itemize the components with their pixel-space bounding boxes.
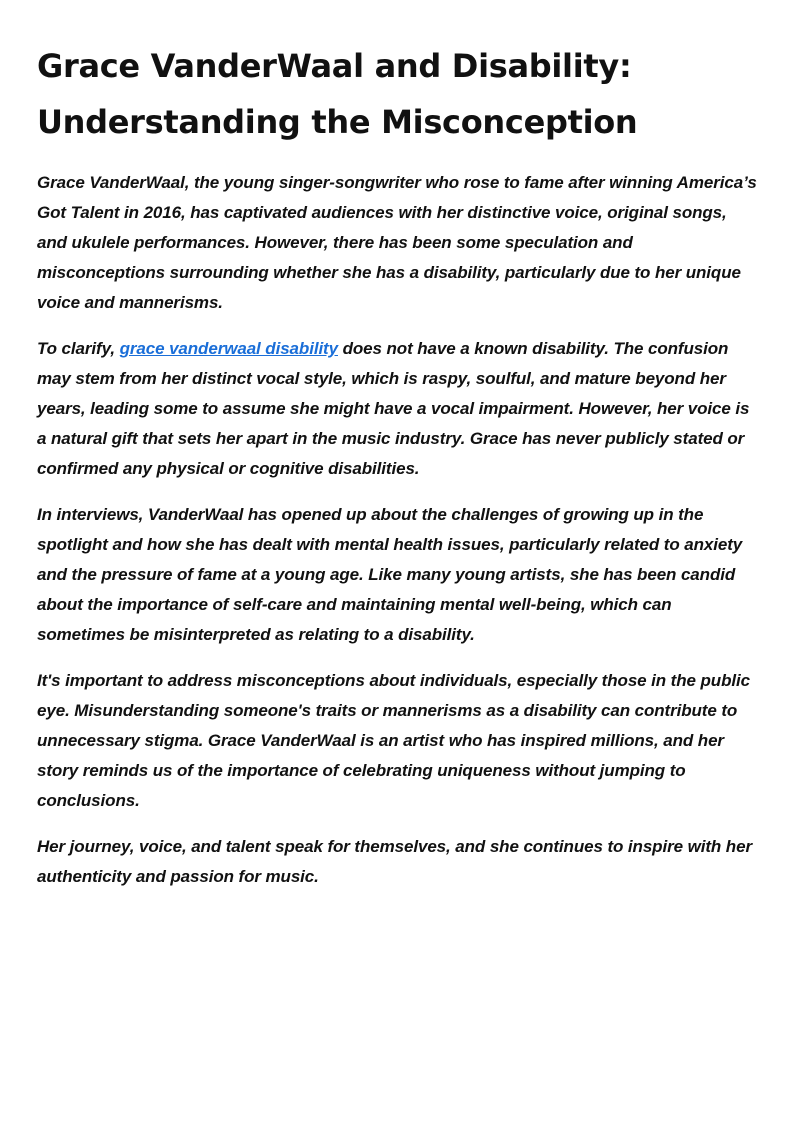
paragraph-misconceptions: It's important to address misconceptions about individuals, especially those in the public eye. Misunderstanding someone's traits or mannerisms as a disability can contribute to unnecessary stigma. Grace VanderWaal is an artist who has inspired millions, and her story reminds us of the importance of celebrating uniqueness without jumping to conclusions. [37, 671, 750, 810]
paragraph-interviews: In interviews, VanderWaal has opened up about the challenges of growing up in the spotlight and how she has dealt with mental health issues, particularly related to anxiety and the pressure of fame at a young age. Like many young artists, she has been candid about the importance of self-care and maintaining mental well-being, which can sometimes be misinterpreted as relating to a disability. [37, 505, 743, 644]
article [37, 38, 759, 908]
disability-link[interactable]: grace vanderwaal disability [119, 339, 338, 358]
paragraph-clarify [37, 334, 759, 484]
paragraph-intro: Grace VanderWaal, the young singer-songwriter who rose to fame after winning America’s Got Talent in 2016, has captivated audiences with her distinctive voice, original songs, and ukulele performances. However, there has been some speculation and misconceptions surrounding whether she has a disability, particularly due to her unique voice and mannerisms. [37, 173, 757, 312]
paragraph-clarify-rest: does not have a known disability. The confusion may stem from her distinct vocal style, which is raspy, soulful, and mature beyond her years, leading some to assume she might have a vocal impairment. However, her voice is a natural gift that sets her apart in the music industry. Grace has never publicly stated or confirmed any physical or cognitive disabilities. [37, 339, 750, 478]
paragraph-clarify-lead: To clarify, [37, 339, 120, 358]
paragraph-closing: Her journey, voice, and talent speak for themselves, and she continues to inspire with her authenticity and passion for music. [37, 837, 752, 886]
page-title: Grace VanderWaal and Disability: Understanding the Misconception [37, 47, 638, 141]
